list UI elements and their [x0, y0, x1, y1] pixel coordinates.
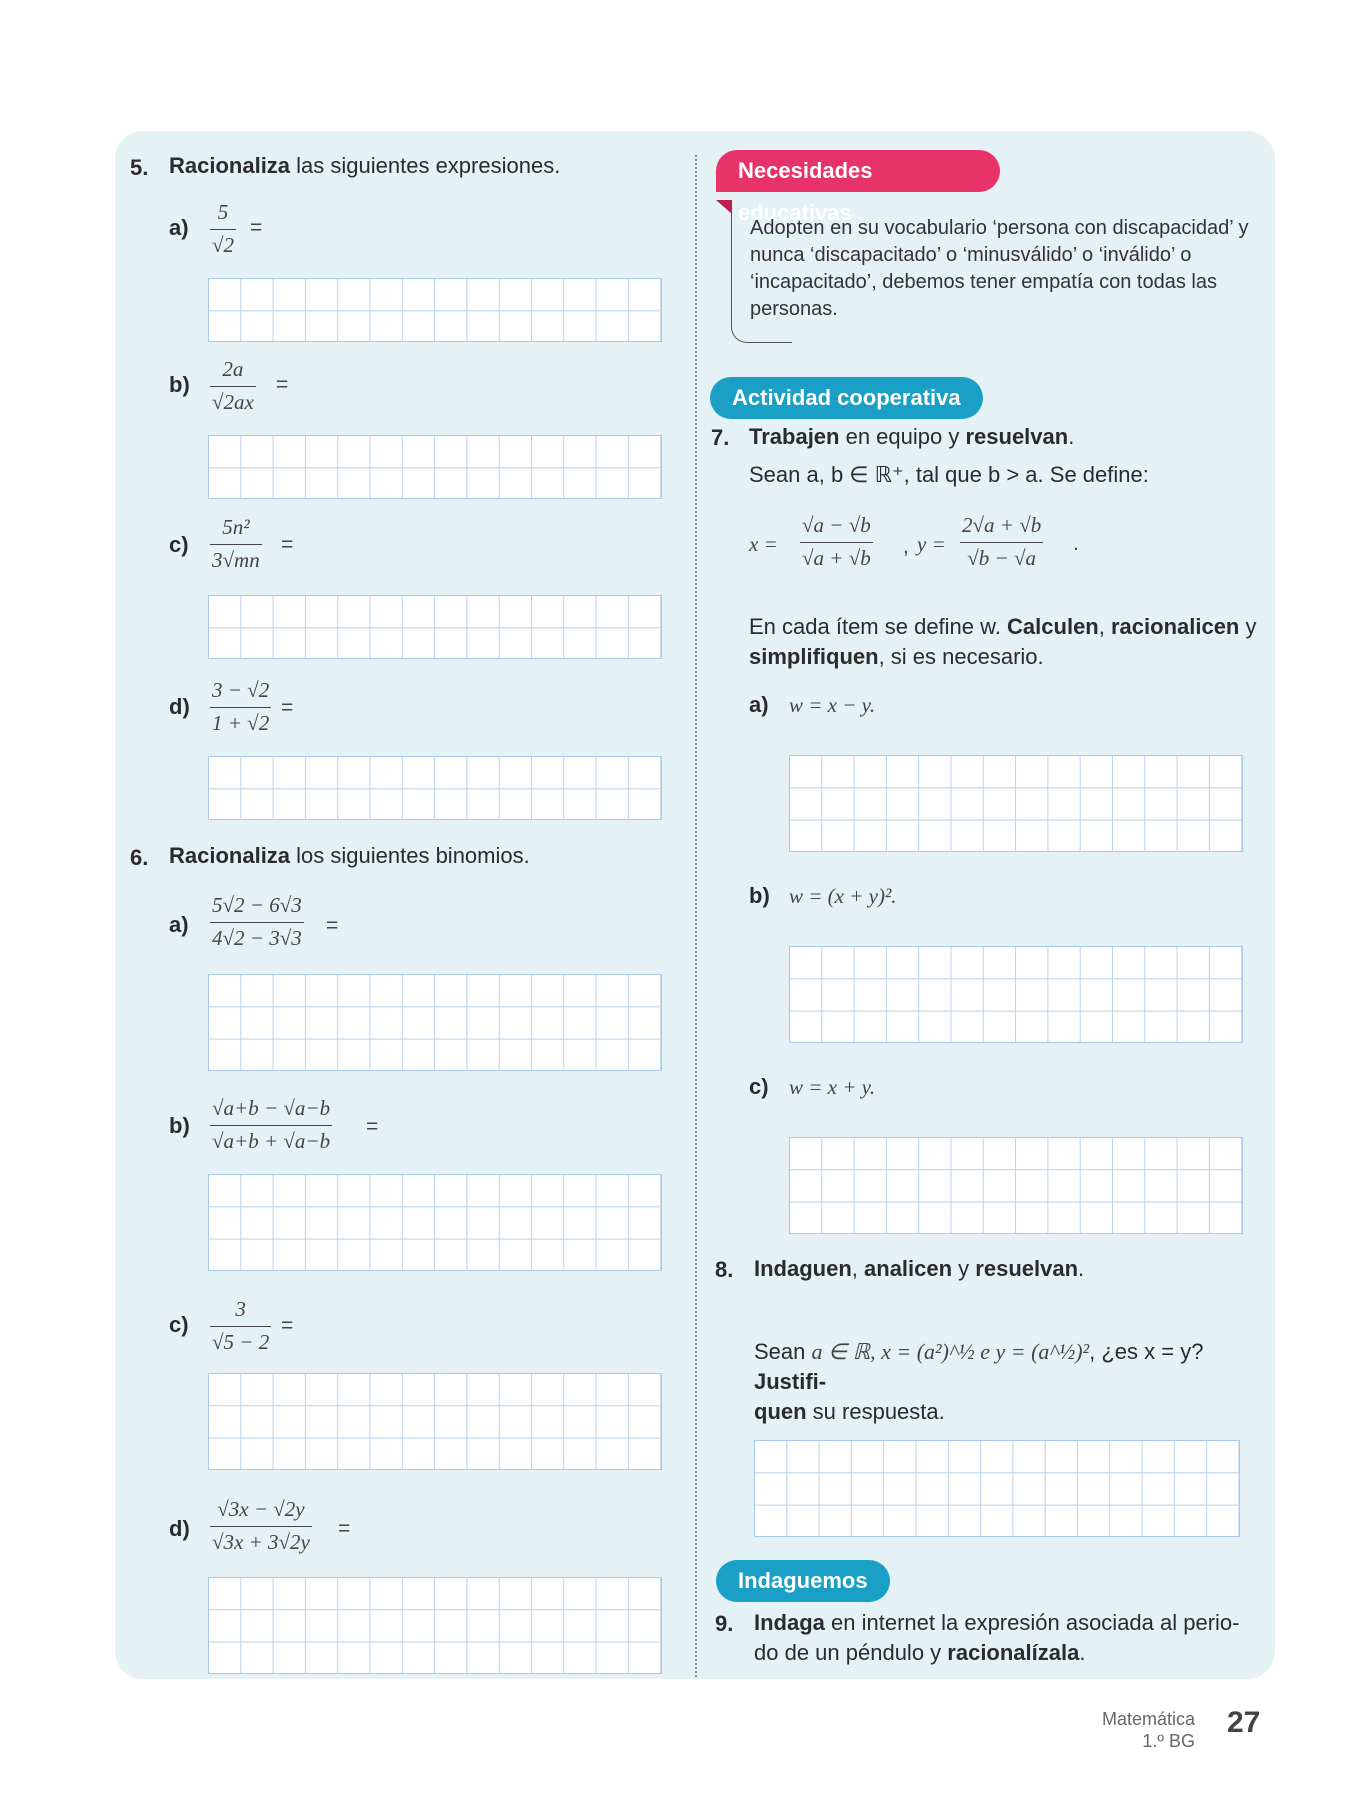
q6c-numerator: 3	[235, 1297, 246, 1321]
q6c-denominator: √5 − 2	[212, 1330, 270, 1354]
q8-math: a ∈ ℝ, x = (a²)^½ e y = (a^½)²	[811, 1339, 1090, 1364]
q7-paragraph: En cada ítem se define w. Calculen, racionalicen y simplifiquen, si es necesario.	[749, 614, 1257, 669]
q5b-numerator: 2a	[222, 357, 244, 381]
q5b-equals: =	[276, 373, 289, 396]
q7b-answer-grid[interactable]	[789, 946, 1243, 1043]
q6d-numerator: √3x − √2y	[217, 1497, 305, 1521]
q7-x-fraction	[800, 513, 873, 571]
q5d-label: d)	[169, 694, 190, 719]
q6b-label: b)	[169, 1113, 190, 1138]
q7a-answer-grid[interactable]	[789, 755, 1243, 852]
q9-text: Indaga en internet la expresión asociada al perio- do de un péndulo y racionalízala.	[754, 1610, 1240, 1665]
q6a-answer-grid[interactable]	[208, 974, 662, 1071]
q5d-fraction	[210, 678, 271, 736]
cooperativa-badge: Actividad cooperativa	[710, 377, 983, 419]
q6c-fraction	[210, 1297, 271, 1355]
q6c-equals: =	[281, 1314, 294, 1337]
q7a-label: a)	[749, 692, 769, 717]
q5-number: 5.	[130, 155, 149, 180]
q6b-denominator: √a+b + √a−b	[212, 1129, 331, 1153]
q8-answer-grid[interactable]	[754, 1440, 1240, 1537]
q7-comma: ,	[903, 535, 909, 558]
q8-number: 8.	[715, 1257, 734, 1282]
q5a-label: a)	[169, 215, 189, 240]
page-number: 27	[1227, 1706, 1261, 1739]
q6d-equals: =	[338, 1517, 351, 1540]
q8-instruction: Indaguen, analicen y resuelvan.	[754, 1256, 1085, 1281]
q7-definition: Sean a, b ∈ ℝ⁺, tal que b > a. Se define:	[749, 462, 1149, 487]
q6b-fraction	[210, 1096, 332, 1154]
q6d-answer-grid[interactable]	[208, 1577, 662, 1674]
q7c-answer-grid[interactable]	[789, 1137, 1243, 1234]
q5b-denominator: √2ax	[212, 390, 254, 414]
necesidades-text: Adopten en su vocabulario ‘persona con discapacidad’ y nunca ‘discapacitado’ o ‘minusválido’ o ‘inválido’ o ‘incapacitado’, debemos tener empatía con todas las personas.	[750, 217, 1249, 320]
q5c-label: c)	[169, 532, 189, 557]
q7-instruction: Trabajen en equipo y resuelvan.	[749, 424, 1075, 449]
q5a-equals: =	[250, 216, 263, 239]
q5d-denominator: 1 + √2	[212, 711, 270, 735]
footer-subject: Matemática	[1101, 1709, 1195, 1729]
q7-period: .	[1073, 532, 1079, 555]
q7b-label: b)	[749, 883, 770, 908]
q6b-numerator: √a+b − √a−b	[212, 1096, 331, 1120]
q7-x-label: x =	[749, 532, 778, 556]
q6a-fraction	[210, 893, 304, 951]
q6d-fraction	[210, 1497, 312, 1555]
q7-x-numerator: √a − √b	[802, 513, 871, 537]
q5a-denominator: √2	[212, 233, 235, 257]
q6a-label: a)	[169, 912, 189, 937]
q5d-answer-grid[interactable]	[208, 756, 662, 820]
q7b-expression: w = (x + y)².	[789, 884, 897, 908]
q7c-label: c)	[749, 1074, 769, 1099]
q6b-equals: =	[366, 1115, 379, 1138]
q6c-answer-grid[interactable]	[208, 1373, 662, 1470]
q6d-label: d)	[169, 1516, 190, 1541]
q7a-expression: w = x − y.	[789, 693, 876, 717]
q5a-answer-grid[interactable]	[208, 278, 662, 342]
q7-y-denominator: √b − √a	[967, 546, 1036, 570]
q5a-numerator: 5	[217, 200, 229, 224]
q6b-answer-grid[interactable]	[208, 1174, 662, 1271]
q6-instruction: Racionaliza los siguientes binomios.	[169, 843, 530, 868]
q7-number: 7.	[711, 425, 730, 450]
q7-x-denominator: √a + √b	[802, 546, 871, 570]
q6a-equals: =	[326, 914, 339, 937]
badge-tail	[716, 200, 732, 214]
q5b-fraction	[210, 357, 256, 415]
q5c-denominator: 3√mn	[212, 548, 260, 572]
q7c-expression: w = x + y.	[789, 1075, 876, 1099]
q5c-fraction	[210, 515, 262, 573]
q7-y-fraction	[960, 513, 1043, 571]
column-divider	[695, 155, 697, 1677]
q9-number: 9.	[715, 1611, 734, 1636]
q5b-answer-grid[interactable]	[208, 435, 662, 499]
q6-number: 6.	[130, 845, 149, 870]
q6a-denominator: 4√2 − 3√3	[212, 926, 302, 950]
q5c-equals: =	[281, 533, 294, 556]
q5d-equals: =	[281, 696, 294, 719]
q5a-fraction	[210, 200, 236, 258]
q7-y-label: y =	[917, 532, 946, 556]
q6a-numerator: 5√2 − 6√3	[212, 893, 302, 917]
q5d-numerator: 3 − √2	[212, 678, 270, 702]
q6d-denominator: √3x + 3√2y	[212, 1530, 310, 1554]
q8-question: Sean a ∈ ℝ, x = (a²)^½ e y = (a^½)², ¿es x = y? Justifi- quen su respuesta.	[754, 1339, 1204, 1424]
q5b-label: b)	[169, 372, 190, 397]
necesidades-badge: Necesidades educativas	[716, 150, 1000, 192]
indaguemos-badge: Indaguemos	[716, 1560, 890, 1602]
footer-grade: 1.º BG	[1142, 1731, 1195, 1751]
q5-instruction: Racionaliza las siguientes expresiones.	[169, 153, 561, 178]
q6c-label: c)	[169, 1312, 189, 1337]
q5c-answer-grid[interactable]	[208, 595, 662, 659]
q5c-numerator: 5n²	[222, 515, 250, 539]
q7-y-numerator: 2√a + √b	[962, 513, 1042, 537]
